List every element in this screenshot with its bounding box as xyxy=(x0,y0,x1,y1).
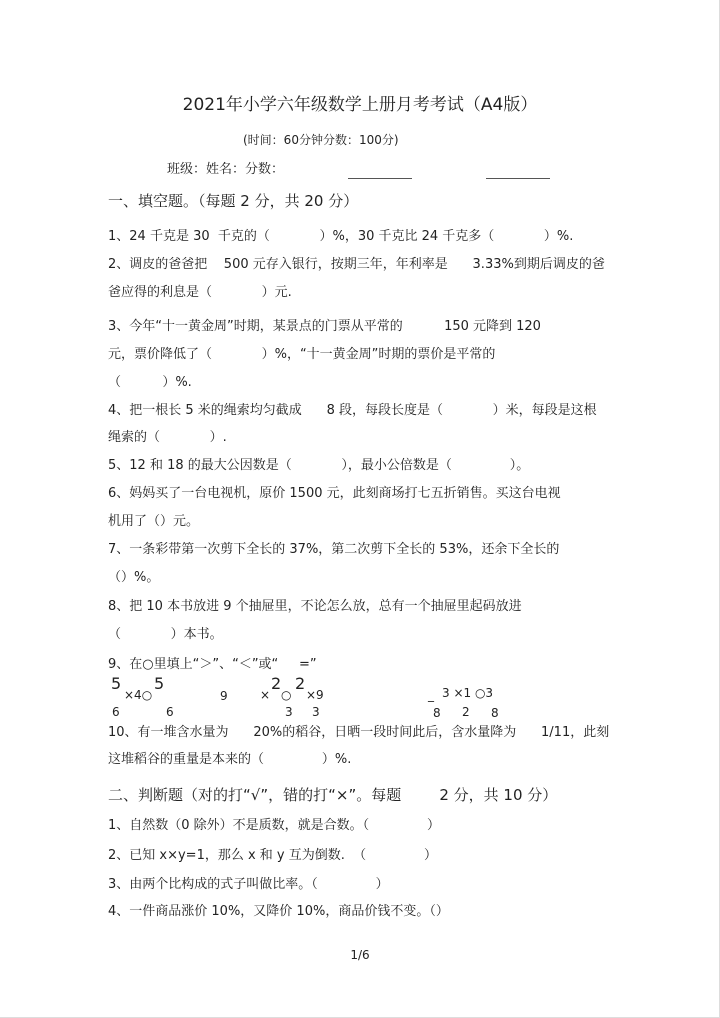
page-title: 2021年小学六年级数学上册月考考试（A4版） xyxy=(182,95,538,115)
question-line: 爸应得的利息是（ ）元. xyxy=(108,285,292,300)
question-line: 3、今年“十一黄金周”时期，某景点的门票从平常的 150 元降到 120 xyxy=(108,319,541,334)
denominator: 8 xyxy=(433,706,441,720)
judgement-line: 1、自然数（0 除外）不是质数，就是合数。（ ） xyxy=(108,818,441,833)
question-line: 这堆稻谷的重量是本来的（ ）%. xyxy=(108,752,352,767)
numerator: 5 xyxy=(154,674,165,693)
exam-subtitle: (时间：60分钟分数：100分) xyxy=(243,133,399,147)
page-number: 1/6 xyxy=(350,948,370,962)
numerator: 2 xyxy=(271,674,282,693)
denominator: 3 xyxy=(285,705,293,719)
judgement-line: 3、由两个比构成的式子叫做比率。（ ） xyxy=(108,877,389,892)
question-line: 8、把 10 本书放进 9 个抽屉里，不论怎么放，总有一个抽屉里起码放进 xyxy=(108,599,522,614)
question-line: 1、24 千克是 30 千克的（ ）%，30 千克比 24 千克多（ ）%. xyxy=(108,229,574,244)
judgement-line: 2、已知 x×y=1，那么 x 和 y 互为倒数. （ ） xyxy=(108,848,438,863)
class-underline xyxy=(348,178,412,179)
question-line: 7、一条彩带第一次剪下全长的 37%，第二次剪下全长的 53%，还余下全长的 xyxy=(108,542,560,557)
question-line: 10、有一堆含水量为 20%的稻谷，日晒一段时间此后，含水量降为 1/11，此刻 xyxy=(108,725,610,740)
judgement-line: 4、一件商品涨价 10%，又降价 10%，商品价钱不变。（） xyxy=(108,904,449,919)
fraction-bar: _ xyxy=(428,688,434,702)
operator: × xyxy=(260,688,271,702)
question-line: 5、12 和 18 的最大公因数是（ ），最小公倍数是（ ）。 xyxy=(108,458,530,473)
section2-heading: 二、判断题（对的打“√”，错的打“×”。每题 2 分，共 10 分） xyxy=(108,786,558,804)
numerator: 2 xyxy=(295,674,306,693)
question-line: 9、在○里填上“＞”、“＜”或“ =” xyxy=(108,657,317,672)
numerator: 5 xyxy=(111,674,122,693)
question-line: 机用了（）元。 xyxy=(108,514,200,529)
question-line: 2、调皮的爸爸把 500 元存入银行，按期三年，年利率是 3.33%到期后调皮的爸 xyxy=(108,257,605,272)
info-line: 班级：姓名：分数： xyxy=(167,162,285,177)
denominator: 6 xyxy=(112,705,120,719)
expression: 3 ×1 ○3 xyxy=(442,686,494,700)
denominator: 3 xyxy=(312,705,320,719)
number: 9 xyxy=(220,689,228,703)
compare-circle: ○ xyxy=(281,688,292,702)
section1-heading: 一、填空题。（每题 2 分，共 20 分） xyxy=(108,192,359,210)
question-line: 绳索的（ ）. xyxy=(108,430,227,445)
operator: ×9 xyxy=(306,688,324,702)
question-line: （）%。 xyxy=(108,570,160,585)
operator: ×4○ xyxy=(124,688,153,702)
denominator: 8 xyxy=(491,706,499,720)
question-line: 6、妈妈买了一台电视机，原价 1500 元，此刻商场打七五折销售。买这台电视 xyxy=(108,486,561,501)
name-underline xyxy=(486,178,550,179)
question-line: （ ）%. xyxy=(108,375,192,390)
question-line: 元，票价降低了（ ）%，“十一黄金周”时期的票价是平常的 xyxy=(108,347,496,362)
question-line: （ ）本书。 xyxy=(108,627,223,642)
denominator: 2 xyxy=(462,705,470,719)
question-line: 4、把一根长 5 米的绳索均匀截成 8 段，每段长度是（ ）米，每段是这根 xyxy=(108,403,597,418)
denominator: 6 xyxy=(166,705,174,719)
